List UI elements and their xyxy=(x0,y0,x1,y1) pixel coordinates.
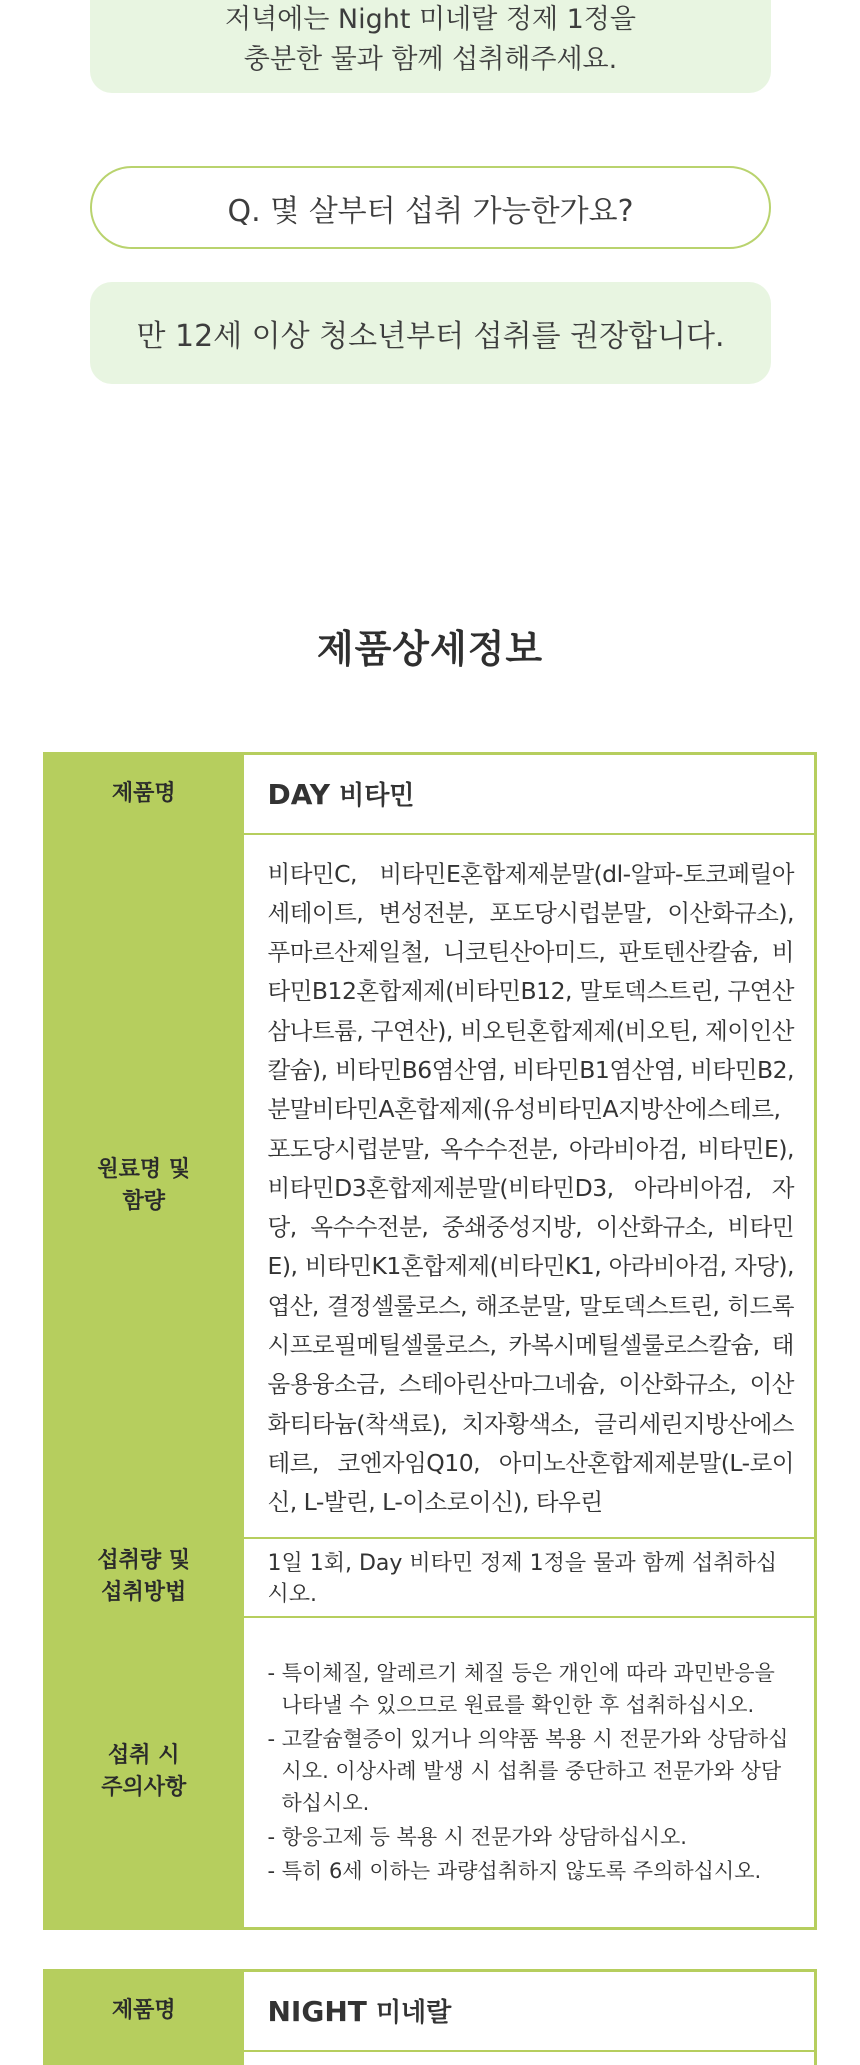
table-row xyxy=(45,834,816,1538)
section-title: 제품상세정보 xyxy=(316,627,544,671)
product-info-table-night xyxy=(43,1969,817,2065)
table-row xyxy=(45,1617,816,1929)
product-name-en: NIGHT xyxy=(267,1995,367,2029)
dosage-text: 1일 1회, Day 비타민 정제 1정을 물과 함께 섭취하십시오. xyxy=(243,1538,816,1617)
label-product-name: 제품명 xyxy=(45,754,243,834)
label-cautions xyxy=(45,1617,243,1929)
label-ingredients-line-1: 원료명 및 xyxy=(97,1156,191,1182)
previous-answer-line-2: 충분한 물과 함께 섭취해주세요. xyxy=(243,44,618,75)
product-name-cell xyxy=(243,754,816,834)
caution-item: - 항응고제 등 복용 시 전문가와 상담하십시오. xyxy=(267,1825,687,1850)
product-name-ko: 미네랄 xyxy=(375,1998,452,2029)
label-product-name: 제품명 xyxy=(45,1971,243,2051)
faq-answer: 만 12세 이상 청소년부터 섭취를 권장합니다. xyxy=(90,282,771,384)
product-name-en: DAY xyxy=(267,778,331,812)
product-name-cell xyxy=(243,1971,816,2051)
table-row xyxy=(45,2051,816,2065)
caution-item: - 특히 6세 이하는 과량섭취하지 않도록 주의하십시오. xyxy=(267,1859,762,1884)
caution-item: - 고칼슘혈증이 있거나 의약품 복용 시 전문가와 상담하십시오. 이상사례 발생 시 섭취를 중단하고 전문가와 상담하십시오. xyxy=(267,1727,789,1816)
label-dosage-line-2: 섭취방법 xyxy=(101,1580,187,1606)
ingredients-text: 비타민C, 비타민E혼합제제분말(dl-알파-토코페릴아세테이트, 변성전분, 포도당시럽분말, 이산화규소), 푸마르산제일철, 니코틴산아미드, 판토텐산칼슘, 비타민B12혼합제제(비타민B12, 말토덱스트린, 구연산삼나트륨, 구연산), 비오틴혼합제제(비오틴, 제이인산칼슘), 비타민B6염산염, 비타민B1염산염, 비타민B2, 분말비타민A혼합제제(유성비타민A지방산에스테르, 포도당시럽분말, 옥수수전분, 아라비아검, 비타민E), 비타민D3혼합제제분말(비타민D3, 아라비아검, 자당, 옥수수전분, 중쇄중성지방, 이산화규소, 비타민E), 비타민K1혼합제제(비타민K1, 아라비아검, 자당), 엽산, 결정셀룰로스, 해조분말, 말토덱스트린, 히드록시프로필메틸셀룰로스, 카복시메틸셀룰로스칼슘, 태움용융소금, 스테아린산마그네슘, 이산화규소, 이산화티타늄(착색료), 치자황색소, 글리세린지방산에스테르, 코엔자임Q10, 아미노산혼합제제분말(L-로이신, L-발린, L-이소로이신), 타우린 xyxy=(243,834,816,1538)
value-empty xyxy=(243,2051,816,2065)
product-name-ko: 비타민 xyxy=(339,781,415,812)
product-info-table-day xyxy=(43,752,817,1930)
label-ingredients xyxy=(45,834,243,1538)
label-cautions-line-2: 주의사항 xyxy=(101,1775,187,1801)
cautions-list xyxy=(268,1657,795,1887)
table-row xyxy=(45,754,816,834)
label-empty xyxy=(45,2051,243,2065)
faq-question[interactable]: Q. 몇 살부터 섭취 가능한가요? xyxy=(90,166,771,249)
label-dosage-line-1: 섭취량 및 xyxy=(97,1548,191,1574)
label-dosage xyxy=(45,1538,243,1617)
caution-item: - 특이체질, 알레르기 체질 등은 개인에 따라 과민반응을 나타낼 수 있으므로 원료를 확인한 후 섭취하십시오. xyxy=(267,1661,775,1718)
previous-answer-box xyxy=(90,0,771,93)
label-ingredients-line-2: 함량 xyxy=(122,1188,165,1214)
cautions-cell xyxy=(243,1617,816,1929)
table-row xyxy=(45,1538,816,1617)
label-cautions-line-1: 섭취 시 xyxy=(108,1743,180,1769)
previous-answer-line-1: 저녁에는 Night 미네랄 정제 1정을 xyxy=(225,4,636,35)
table-row xyxy=(45,1971,816,2051)
